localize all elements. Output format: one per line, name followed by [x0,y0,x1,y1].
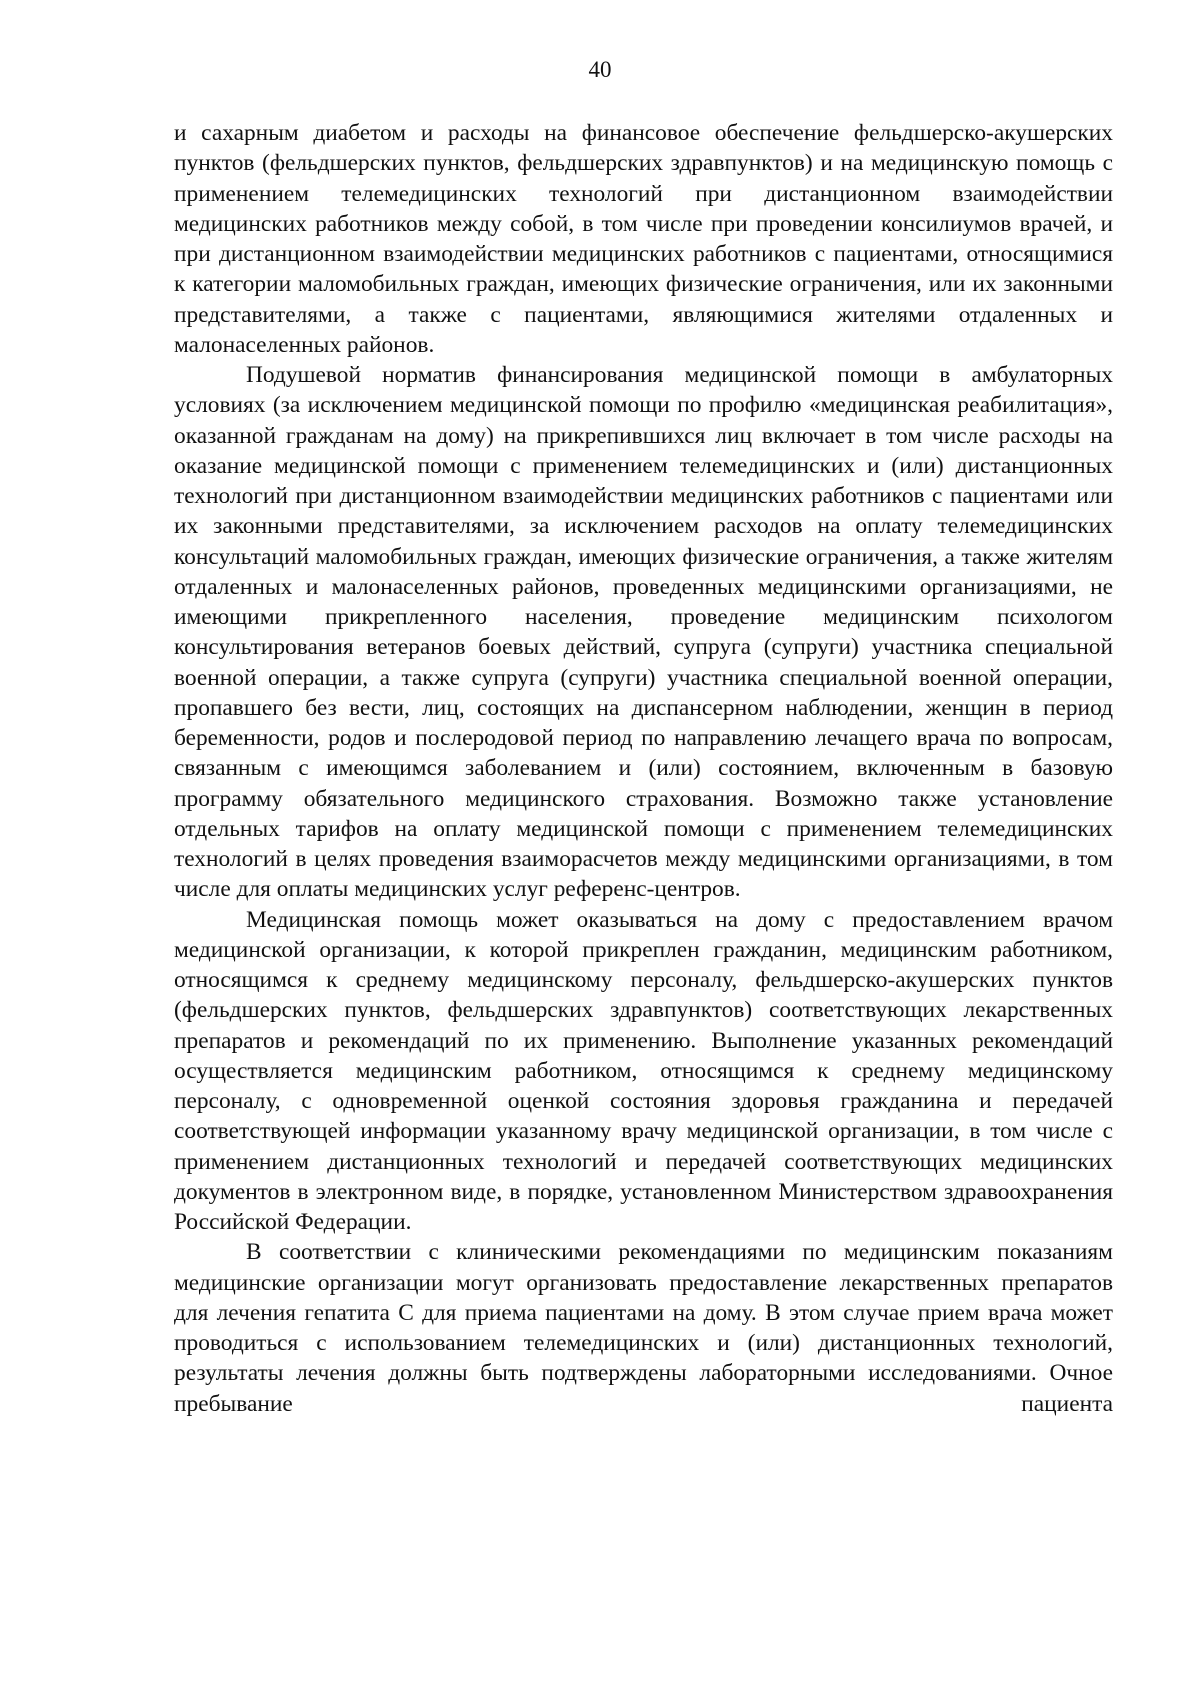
page-number: 40 [588,57,612,82]
document-body [174,118,1113,1419]
paragraph-4: В соответствии с клиническими рекомендациями по медицинским показаниям медицинские организации могут организовать предоставление лекарственных препаратов для лечения гепатита С для приема пациентами на дому. В этом случае прием врача может проводиться с использованием телемедицинских и (или) дистанционных технологий, результаты лечения должны быть подтверждены лабораторными исследованиями. Очное пребывание пациента [174,1239,1113,1417]
paragraph-2: Подушевой норматив финансирования медицинской помощи в амбулаторных условиях (за исключением медицинской помощи по профилю «медицинская реабилитация», оказанной гражданам на дому) на прикрепившихся лиц включает в том числе расходы на оказание медицинской помощи с применением телемедицинских и (или) дистанционных технологий при дистанционном взаимодействии медицинских работников с пациентами или их законными представителями, за исключением расходов на оплату телемедицинских консультаций маломобильных граждан, имеющих физические ограничения, а также жителям отдаленных и малонаселенных районов, проведенных медицинскими организациями, не имеющими прикрепленного населения, проведение медицинским психологом консультирования ветеранов боевых действий, супруга (супруги) участника специальной военной операции, а также супруга (супруги) участника специальной военной операции, пропавшего без вести, лиц, состоящих на диспансерном наблюдении, женщин в период беременности, родов и послеродовой период по направлению лечащего врача по вопросам, связанным с имеющимся заболеванием и (или) состоянием, включенным в базовую программу обязательного медицинского страхования. Возможно также установление отдельных тарифов на оплату медицинской помощи с применением телемедицинских технологий в целях проведения взаиморасчетов между медицинскими организациями, в том числе для оплаты медицинских услуг референс-центров. [174,362,1113,903]
paragraph-3: Медицинская помощь может оказываться на дому с предоставлением врачом медицинской организации, к которой прикреплен гражданин, медицинским работником, относящимся к среднему медицинскому персоналу, фельдшерско-акушерских пунктов (фельдшерских пунктов, фельдшерских здравпунктов) соответствующих лекарственных препаратов и рекомендаций по их применению. Выполнение указанных рекомендаций осуществляется медицинским работником, относящимся к среднему медицинскому персоналу, с одновременной оценкой состояния здоровья гражданина и передачей соответствующей информации указанному врачу медицинской организации, в том числе с применением дистанционных технологий и передачей соответствующих медицинских документов в электронном виде, в порядке, установленном Министерством здравоохранения Российской Федерации. [174,906,1113,1235]
paragraph-1: и сахарным диабетом и расходы на финансовое обеспечение фельдшерско-акушерских пунктов (фельдшерских пунктов, фельдшерских здравпунктов) и на медицинскую помощь с применением телемедицинских технологий при дистанционном взаимодействии медицинских работников между собой, в том числе при проведении консилиумов врачей, и при дистанционном взаимодействии медицинских работников с пациентами, относящимися к категории маломобильных граждан, имеющих физические ограничения, или их законными представителями, а также с пациентами, являющимися жителями отдаленных и малонаселенных районов. [174,120,1113,358]
